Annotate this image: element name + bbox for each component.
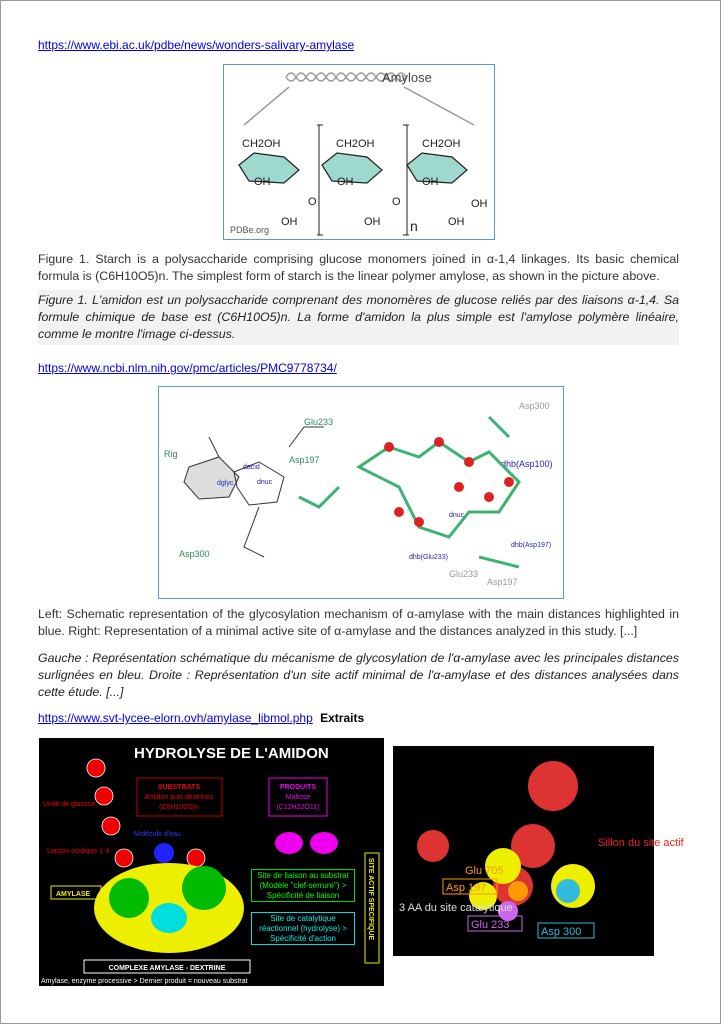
svg-text:3 AA du site catalytique: 3 AA du site catalytique <box>399 902 513 914</box>
svg-text:OH: OH <box>448 216 465 228</box>
link-ncbi[interactable]: https://www.ncbi.nlm.nih.gov/pmc/articles/PMC9778734/ <box>38 361 337 375</box>
site-catalytique-label: Site de catalytique réactionnel (hydrolyse) > Spécificité d'action <box>251 912 355 945</box>
svg-text:Glu 705: Glu 705 <box>465 865 504 877</box>
caption-en-2: Left: Schematic representation of the glycosylation mechanism of α-amylase with the main distances highlighted in blue. Right: Representation of a minimal active site of α-amylase and the distances analyzed in this study. [...] <box>38 607 679 638</box>
svg-text:O: O <box>392 196 401 208</box>
caption-fr-1: Figure 1. L'amidon est un polysaccharide comprenant des monomères de glucose reliés par des liaisons α-1,4. Sa formule chimique de base est (C6H10O5)n. La forme d'amidon la plus simple est l'amylose polymère linéaire, comme le montre l'image ci-dessus. <box>38 290 679 345</box>
svg-text:dhb(Asp100): dhb(Asp100) <box>501 459 553 469</box>
svg-text:n: n <box>410 218 418 234</box>
svg-text:Rig: Rig <box>164 449 178 459</box>
svg-text:(C6H10O5)n: (C6H10O5)n <box>159 804 199 811</box>
svg-text:dhb(Glu233): dhb(Glu233) <box>409 554 448 561</box>
svg-text:Glu 233: Glu 233 <box>471 919 510 931</box>
svg-text:PDBe.org: PDBe.org <box>230 225 270 235</box>
svg-text:dglyc: dglyc <box>217 480 234 487</box>
svg-text:OH: OH <box>254 176 271 188</box>
svg-text:Amylase, enzyme processive > D: Amylase, enzyme processive > Dernier produit = nouveau substrat <box>41 978 248 985</box>
svg-text:O: O <box>308 196 317 208</box>
svg-text:HYDROLYSE DE L'AMIDON: HYDROLYSE DE L'AMIDON <box>134 745 329 762</box>
svg-text:dhb(Asp197): dhb(Asp197) <box>511 542 552 549</box>
svg-text:Asp197: Asp197 <box>487 577 518 587</box>
svg-text:OH: OH <box>337 176 354 188</box>
figure-amylose <box>223 64 495 240</box>
svg-text:Asp300: Asp300 <box>519 401 550 411</box>
svg-text:COMPLEXE AMYLASE - DEXTRINE: COMPLEXE AMYLASE - DEXTRINE <box>108 965 226 972</box>
extraits-label: Extraits <box>320 711 365 725</box>
svg-text:Liaison osidique 1-4: Liaison osidique 1-4 <box>47 848 110 855</box>
svg-text:dnuc: dnuc <box>449 512 465 519</box>
figure-hydrolyse <box>39 738 384 986</box>
svg-text:AMYLASE: AMYLASE <box>56 891 91 898</box>
figure-active-site-3d <box>393 746 684 956</box>
svg-text:CH2OH: CH2OH <box>336 138 375 150</box>
svg-text:Sillon du site actif: Sillon du site actif <box>598 837 684 849</box>
svg-text:OH: OH <box>364 216 381 228</box>
svg-text:Molécule d'eau: Molécule d'eau <box>134 831 181 838</box>
svg-text:Asp300: Asp300 <box>179 549 210 559</box>
svg-text:Glu233: Glu233 <box>449 569 479 579</box>
svg-text:Amidon puis dextrines: Amidon puis dextrines <box>144 794 214 801</box>
svg-text:OH: OH <box>422 176 439 188</box>
svg-text:SITE ACTIF SPECIFIQUE: SITE ACTIF SPECIFIQUE <box>367 858 374 941</box>
figure-active-site <box>158 386 564 599</box>
link-ebi[interactable]: https://www.ebi.ac.uk/pdbe/news/wonders-salivary-amylase <box>38 38 355 52</box>
caption-fr-2: Gauche : Représentation schématique du mécanisme de glycosylation de l'α-amylase avec les principales distances surlignées en bleu. Droite : Représentation d'un site actif minimal de l'α-amylase et des distances analysées dans cette étude. [...] <box>38 648 679 703</box>
svg-text:dnuc: dnuc <box>257 479 273 486</box>
svg-text:Asp 300: Asp 300 <box>541 926 582 938</box>
amylose-title: Amylose <box>382 70 432 85</box>
svg-text:PRODUITS: PRODUITS <box>279 784 317 791</box>
svg-text:dacid: dacid <box>243 464 260 471</box>
svg-text:Glu233: Glu233 <box>304 417 334 427</box>
svg-text:OH: OH <box>471 198 488 210</box>
site-liaison-label: Site de liaison au substrat (Modèle "clef-serrure") > Spécificité de liaison <box>251 869 355 902</box>
svg-text:(C12H22O11): (C12H22O11) <box>276 804 320 811</box>
svg-text:OH: OH <box>281 216 298 228</box>
svg-text:Asp197: Asp197 <box>289 455 320 465</box>
svg-text:SUBSTRATS: SUBSTRATS <box>157 784 201 791</box>
svg-text:Unité de glucose: Unité de glucose <box>43 801 96 808</box>
svg-text:CH2OH: CH2OH <box>422 138 461 150</box>
caption-en-1: Figure 1. Starch is a polysaccharide comprising glucose monomers joined in α-1,4 linkages. Its basic chemical formula is (C6H10O5)n. The simplest form of starch is the linear polymer amylose, as shown in the picture above. <box>38 252 679 283</box>
svg-text:Maltose: Maltose <box>285 794 311 801</box>
svg-text:Asp 197: Asp 197 <box>446 882 487 894</box>
svg-text:CH2OH: CH2OH <box>242 138 281 150</box>
link-svt[interactable]: https://www.svt-lycee-elorn.ovh/amylase_libmol.php <box>38 711 313 725</box>
